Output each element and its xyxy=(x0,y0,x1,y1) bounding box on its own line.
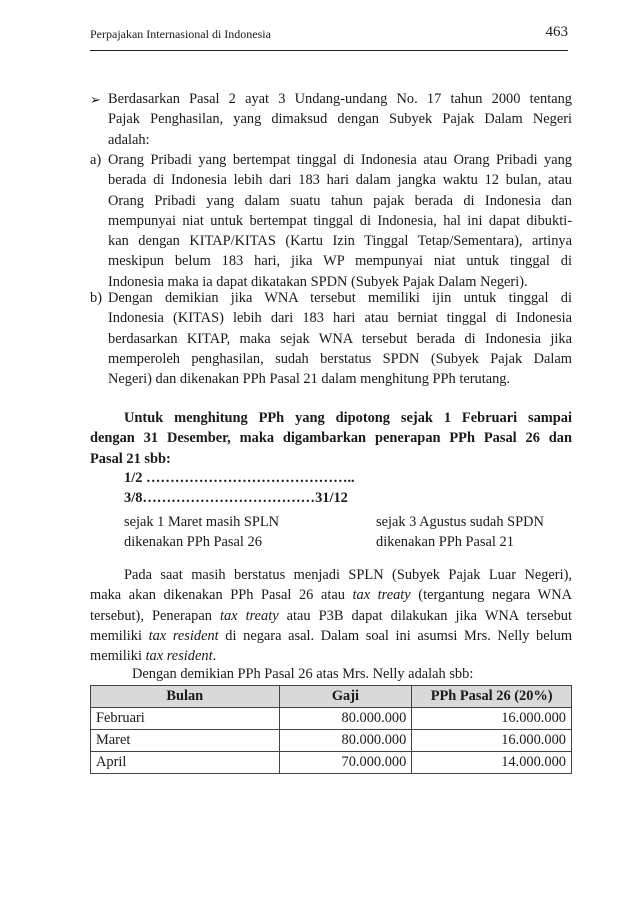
table-intro-text: Dengan demikian PPh Pasal 26 atas Mrs. Nelly adalah sbb: xyxy=(132,666,474,682)
spln-text: memiliki xyxy=(90,648,146,665)
item-a-line: meskipun belum 183 hari, jika WP mempunyai niat untuk tinggal di xyxy=(108,253,572,270)
spln-text: (tergantung negara WNA xyxy=(410,587,572,604)
bold-paragraph xyxy=(90,408,572,469)
cell-bulan: April xyxy=(91,752,280,774)
page-number: 463 xyxy=(545,24,568,40)
intro-line: Pajak Penghasilan, yang dimaksud dengan Subyek Pajak Dalam Negeri xyxy=(108,111,572,128)
cell-pph: 16.000.000 xyxy=(412,708,572,730)
intro-line: Berdasarkan Pasal 2 ayat 3 Undang-undang No. 17 tahun 2000 tentang xyxy=(108,91,572,107)
period-left xyxy=(124,512,364,553)
running-header-title: Perpajakan Internasional di Indonesia xyxy=(90,27,271,41)
spln-italic: tax resident xyxy=(145,648,213,665)
period-left-line: sejak 1 Maret masih SPLN xyxy=(124,514,280,530)
cell-gaji: 70.000.000 xyxy=(279,752,412,774)
item-b-line: memperoleh penghasilan, sudah berstatus SPDN (Subyek Pajak Dalam xyxy=(108,350,572,367)
item-b xyxy=(90,288,572,389)
spln-italic: tax treaty xyxy=(219,607,279,624)
arrow-bullet-icon: ➢ xyxy=(90,92,101,107)
timeline-line-1: 1/2 …………………………………….. xyxy=(124,470,355,486)
spln-line xyxy=(90,585,572,605)
cell-pph: 16.000.000 xyxy=(412,730,572,752)
item-a-line: kan dengan KITAP/KITAS (Kartu Izin Tinggal Tetap/Sementara), artinya xyxy=(108,233,572,250)
cell-bulan: Maret xyxy=(91,730,280,752)
spln-italic: tax resident xyxy=(148,627,219,644)
timeline xyxy=(124,468,564,509)
period-right-line: dikenakan PPh Pasal 21 xyxy=(376,534,514,551)
item-a-line: Orang Pribadi yang bertempat tinggal di Indonesia atau Orang Pribadi yang xyxy=(108,152,572,168)
bold-line: dengan 31 Desember, maka digambarkan penerapan PPh Pasal 26 dan xyxy=(90,430,572,447)
cell-bulan: Februari xyxy=(91,708,280,730)
bold-line: Pasal 21 sbb: xyxy=(90,450,171,467)
spln-text: tersebut), Penerapan xyxy=(90,607,220,624)
spln-text: di negara asal. Dalam soal ini asumsi Mrs. Nelly belum xyxy=(218,627,572,644)
item-b-marker: b) xyxy=(90,290,102,306)
spln-text: maka akan dikenakan PPh Pasal 26 atau xyxy=(90,587,353,604)
table-header-row xyxy=(91,686,572,708)
item-a xyxy=(90,150,572,292)
spln-text: memiliki xyxy=(90,627,149,644)
period-right-line: sejak 3 Agustus sudah SPDN xyxy=(376,514,544,530)
item-a-line: mempunyai niat untuk bertempat tinggal di Indonesia, hal ini dapat dibukti- xyxy=(108,212,572,229)
spln-line xyxy=(90,626,572,646)
spln-italic: tax treaty xyxy=(352,587,411,604)
column-header-bulan: Bulan xyxy=(91,686,280,708)
table-row xyxy=(91,752,572,774)
spln-paragraph xyxy=(90,565,572,666)
bold-line: Untuk menghitung PPh yang dipotong sejak 1 Februari sampai xyxy=(124,410,572,426)
spln-text: atau P3B dapat dilakukan jika WNA tersebut xyxy=(278,607,572,624)
column-header-pph: PPh Pasal 26 (20%) xyxy=(412,686,572,708)
item-a-line: Orang Pribadi yang dalam suatu tahun pajak berada di Indonesia dan xyxy=(108,192,572,209)
item-b-line: berdasarkan KITAP, maka sejak WNA tersebut berada di Indonesia jika xyxy=(108,330,572,347)
item-b-line: Dengan demikian jika WNA tersebut memiliki ijin untuk tinggal di xyxy=(108,290,572,306)
spln-line xyxy=(90,606,572,626)
column-header-gaji: Gaji xyxy=(279,686,412,708)
spln-text: . xyxy=(212,648,217,665)
period-left-line: dikenakan PPh Pasal 26 xyxy=(124,534,262,551)
timeline-line-2: 3/8………………………………31/12 xyxy=(124,490,348,507)
intro-line: adalah: xyxy=(108,131,150,148)
pph-table xyxy=(90,685,572,774)
cell-gaji: 80.000.000 xyxy=(279,730,412,752)
table-intro xyxy=(132,664,572,684)
header-rule xyxy=(90,50,568,51)
item-a-line: Indonesia maka ia dapat dikatakan SPDN (Subyek Pajak Dalam Negeri). xyxy=(108,273,528,290)
item-b-line: Indonesia (KITAS) lebih dari 183 hari atau berniat tinggal di Indonesia xyxy=(108,310,572,327)
item-a-line: berada di Indonesia lebih dari 183 hari dalam jangka waktu 12 bulan, atau xyxy=(108,172,572,189)
item-a-marker: a) xyxy=(90,152,102,168)
item-b-line: Negeri) dan dikenakan PPh Pasal 21 dalam menghitung PPh terutang. xyxy=(108,371,511,388)
intro-paragraph xyxy=(90,89,572,150)
period-right xyxy=(376,512,576,553)
spln-line: Pada saat masih berstatus menjadi SPLN (Subyek Pajak Luar Negeri), xyxy=(124,567,572,583)
cell-pph: 14.000.000 xyxy=(412,752,572,774)
cell-gaji: 80.000.000 xyxy=(279,708,412,730)
table-row xyxy=(91,708,572,730)
table-row xyxy=(91,730,572,752)
